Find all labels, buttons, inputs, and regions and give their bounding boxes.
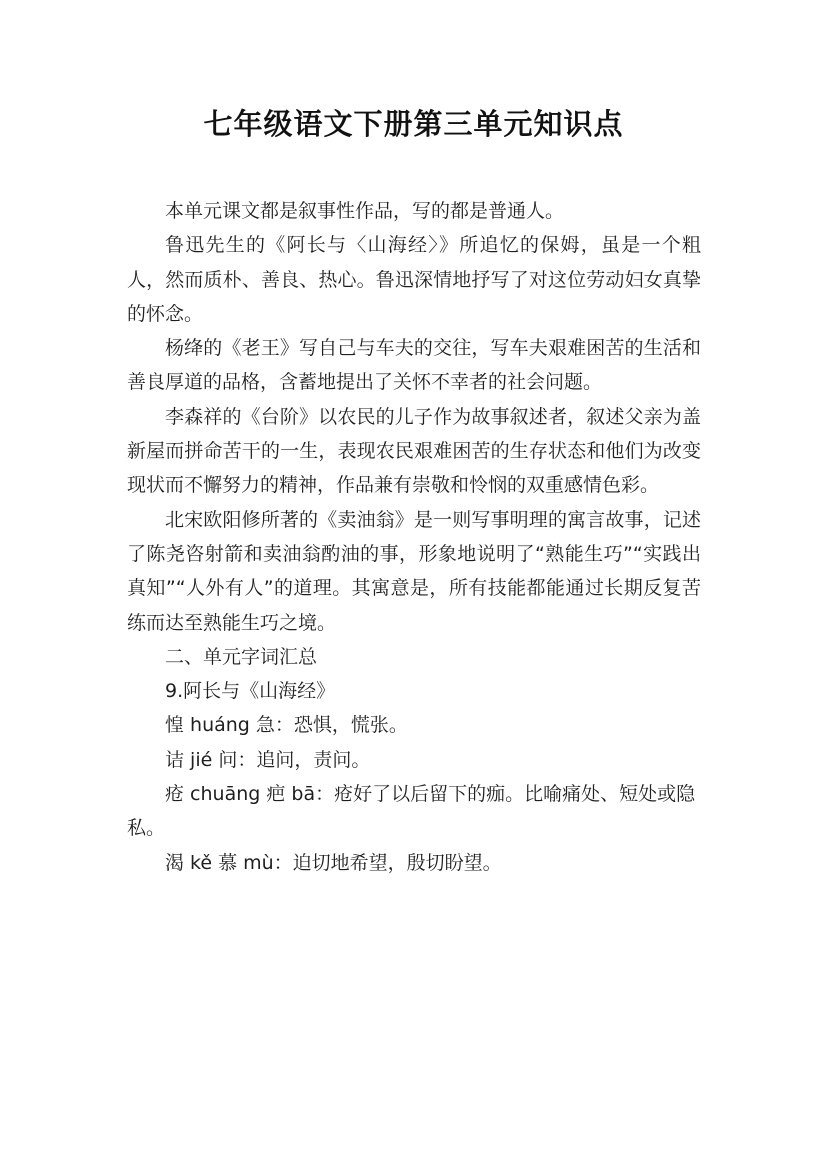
paragraph-mai-you-weng: 北宋欧阳修所著的《卖油翁》是一则写事明理的寓言故事，记述了陈尧咨射箭和卖油翁酌油的事，形象地说明了“熟能生巧”“实践出真知”“人外有人”的道理。其寓意是，所有技能都能通过长期反复苦练而达至熟能生巧之境。 (127, 508, 701, 634)
vocab-entry: 渴 kě 慕 mù：迫切地希望，殷切盼望。 (165, 851, 502, 874)
vocab-entry: 惶 huáng 急：恐惧，慌张。 (165, 714, 408, 737)
vocab-entry: 疮 chuāng 疤 bā：疮好了以后留下的痂。比喻痛处、短处或隐私。 (127, 783, 696, 840)
vocab-entry: 诘 jié 问：追问，责问。 (165, 748, 371, 771)
paragraph-lao-wang: 杨绛的《老王》写自己与车夫的交往，写车夫艰难困苦的生活和善良厚道的品格，含蓄地提出了关怀不幸者的社会问题。 (127, 337, 701, 394)
section-heading: 二、单元字词汇总 (165, 645, 318, 668)
document-body (127, 194, 701, 880)
paragraph-tai-jie: 李森祥的《台阶》以农民的儿子作为故事叙述者，叙述父亲为盖新屋而拼命苦干的一生，表现农民艰难困苦的生存状态和他们为改变现状而不懈努力的精神，作品兼有崇敬和怜悯的双重感情色彩。 (127, 405, 701, 497)
paragraph-intro: 本单元课文都是叙事性作品，写的都是普通人。 (165, 200, 565, 222)
lesson-title: 9.阿长与《山海经》 (165, 680, 336, 703)
document-title: 七年级语文下册第三单元知识点 (203, 107, 624, 141)
paragraph-a-chang: 鲁迅先生的《阿长与〈山海经〉》所追忆的保姆，虽是一个粗人，然而质朴、善良、热心。鲁迅深情地抒写了对这位劳动妇女真挚的怀念。 (127, 234, 701, 325)
